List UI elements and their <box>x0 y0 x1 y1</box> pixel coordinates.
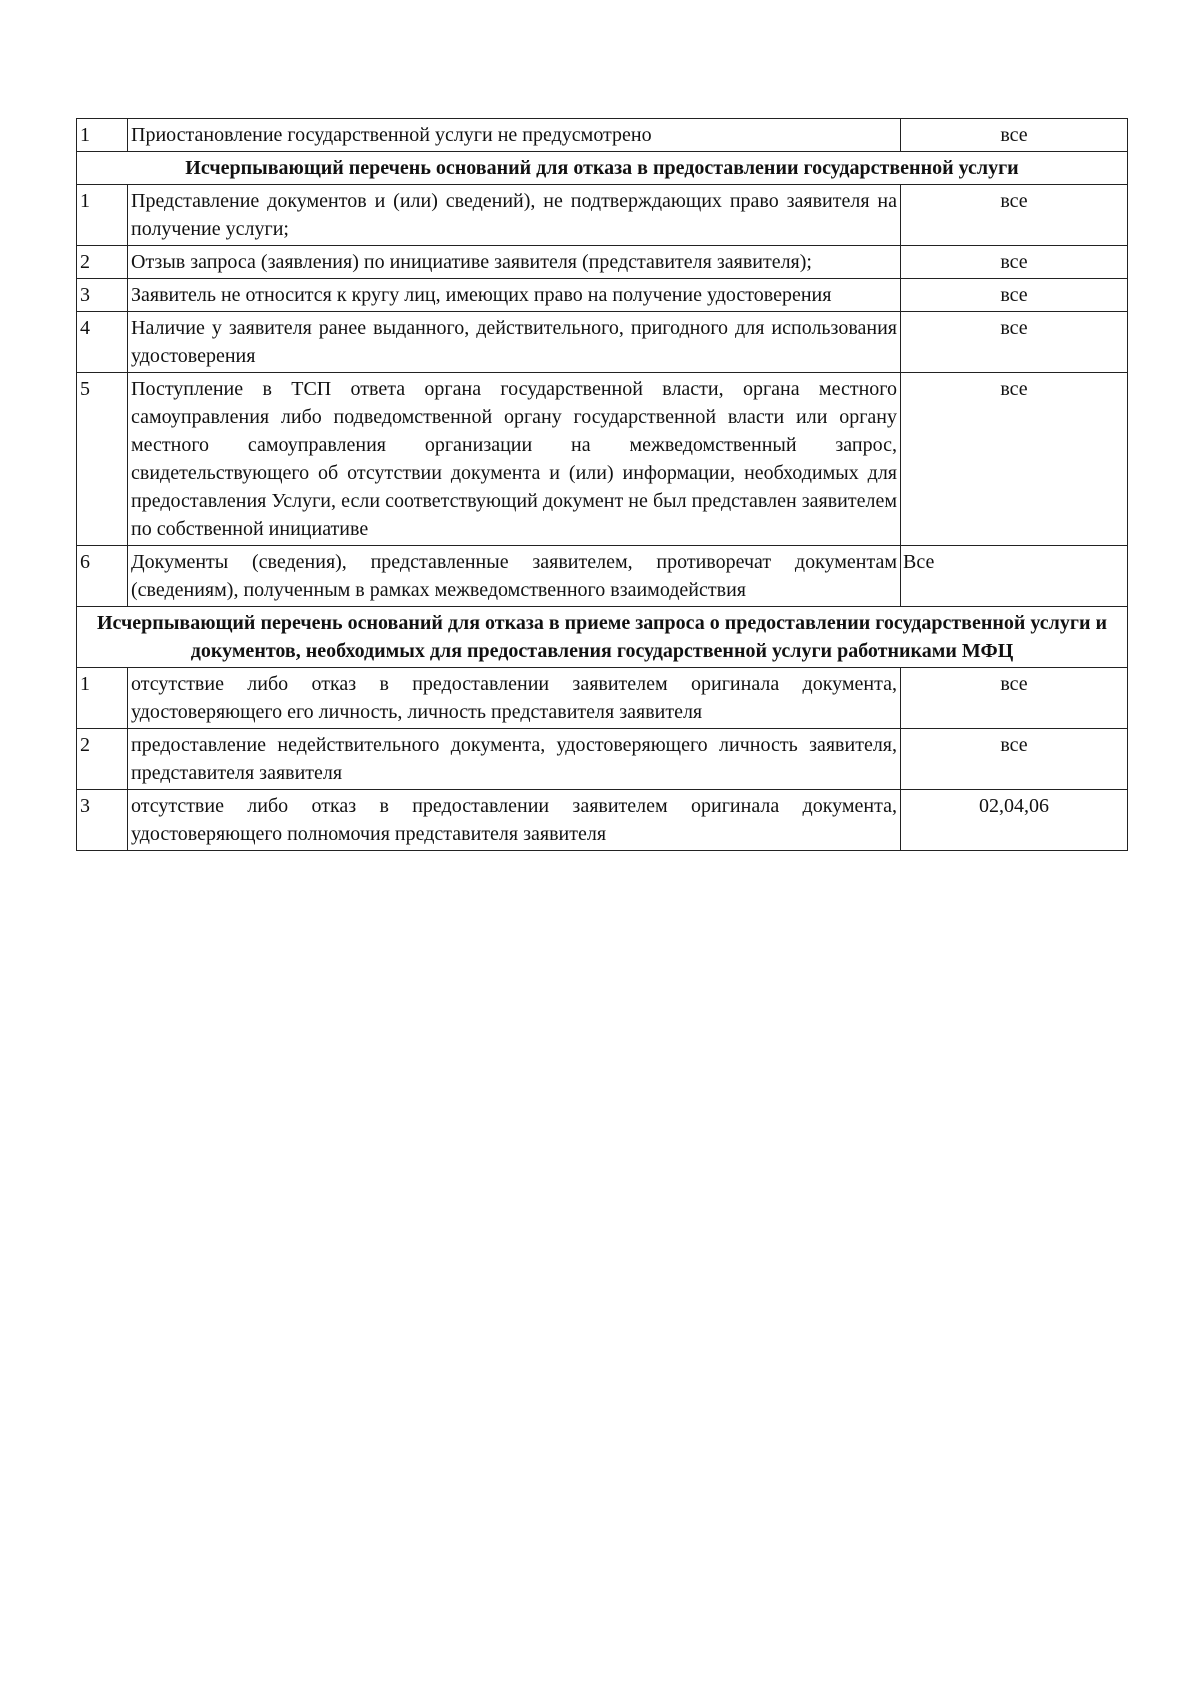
section-heading: Исчерпывающий перечень оснований для отказа в предоставлении государственной услуги <box>77 152 1128 185</box>
table-row <box>77 668 1128 729</box>
row-text: Наличие у заявителя ранее выданного, действительного, пригодного для использования удостоверения <box>128 312 901 373</box>
row-applies: все <box>901 373 1128 546</box>
row-number: 1 <box>77 668 128 729</box>
table-row <box>77 373 1128 546</box>
row-number: 1 <box>77 119 128 152</box>
table-row <box>77 546 1128 607</box>
row-number: 1 <box>77 185 128 246</box>
table-row <box>77 729 1128 790</box>
row-text: отсутствие либо отказ в предоставлении заявителем оригинала документа, удостоверяющего его личность, личность представителя заявителя <box>128 668 901 729</box>
table-row <box>77 246 1128 279</box>
row-number: 2 <box>77 729 128 790</box>
row-number: 3 <box>77 790 128 851</box>
row-number: 2 <box>77 246 128 279</box>
row-applies: все <box>901 729 1128 790</box>
section-heading-row <box>77 152 1128 185</box>
row-applies: Все <box>901 546 1128 607</box>
row-number: 3 <box>77 279 128 312</box>
row-text: Представление документов и (или) сведений), не подтверждающих право заявителя на получение услуги; <box>128 185 901 246</box>
row-text: Приостановление государственной услуги не предусмотрено <box>128 119 901 152</box>
row-text: отсутствие либо отказ в предоставлении заявителем оригинала документа, удостоверяющего полномочия представителя заявителя <box>128 790 901 851</box>
row-text: Отзыв запроса (заявления) по инициативе заявителя (представителя заявителя); <box>128 246 901 279</box>
table-row <box>77 185 1128 246</box>
grounds-table <box>76 118 1128 851</box>
row-text: предоставление недействительного документа, удостоверяющего личность заявителя, представителя заявителя <box>128 729 901 790</box>
row-number: 5 <box>77 373 128 546</box>
section-heading-row <box>77 607 1128 668</box>
table-row <box>77 790 1128 851</box>
row-applies: все <box>901 312 1128 373</box>
row-applies: все <box>901 185 1128 246</box>
section-heading: Исчерпывающий перечень оснований для отказа в приеме запроса о предоставлении государственной услуги и документов, необходимых для предоставления государственной услуги работниками МФЦ <box>77 607 1128 668</box>
row-applies: все <box>901 119 1128 152</box>
row-applies: все <box>901 668 1128 729</box>
row-text: Заявитель не относится к кругу лиц, имеющих право на получение удостоверения <box>128 279 901 312</box>
row-text: Документы (сведения), представленные заявителем, противоречат документам (сведениям), полученным в рамках межведомственного взаимодействия <box>128 546 901 607</box>
row-text: Поступление в ТСП ответа органа государственной власти, органа местного самоуправления либо подведомственной органу государственной власти или органу местного самоуправления организации на межведомственный запрос, свидетельствующего об отсутствии документа и (или) информации, необходимых для предоставления Услуги, если соответствующий документ не был представлен заявителем по собственной инициативе <box>128 373 901 546</box>
row-applies: все <box>901 246 1128 279</box>
row-applies: все <box>901 279 1128 312</box>
row-number: 6 <box>77 546 128 607</box>
table-row <box>77 119 1128 152</box>
table-row <box>77 312 1128 373</box>
row-applies: 02,04,06 <box>901 790 1128 851</box>
row-number: 4 <box>77 312 128 373</box>
table-row <box>77 279 1128 312</box>
